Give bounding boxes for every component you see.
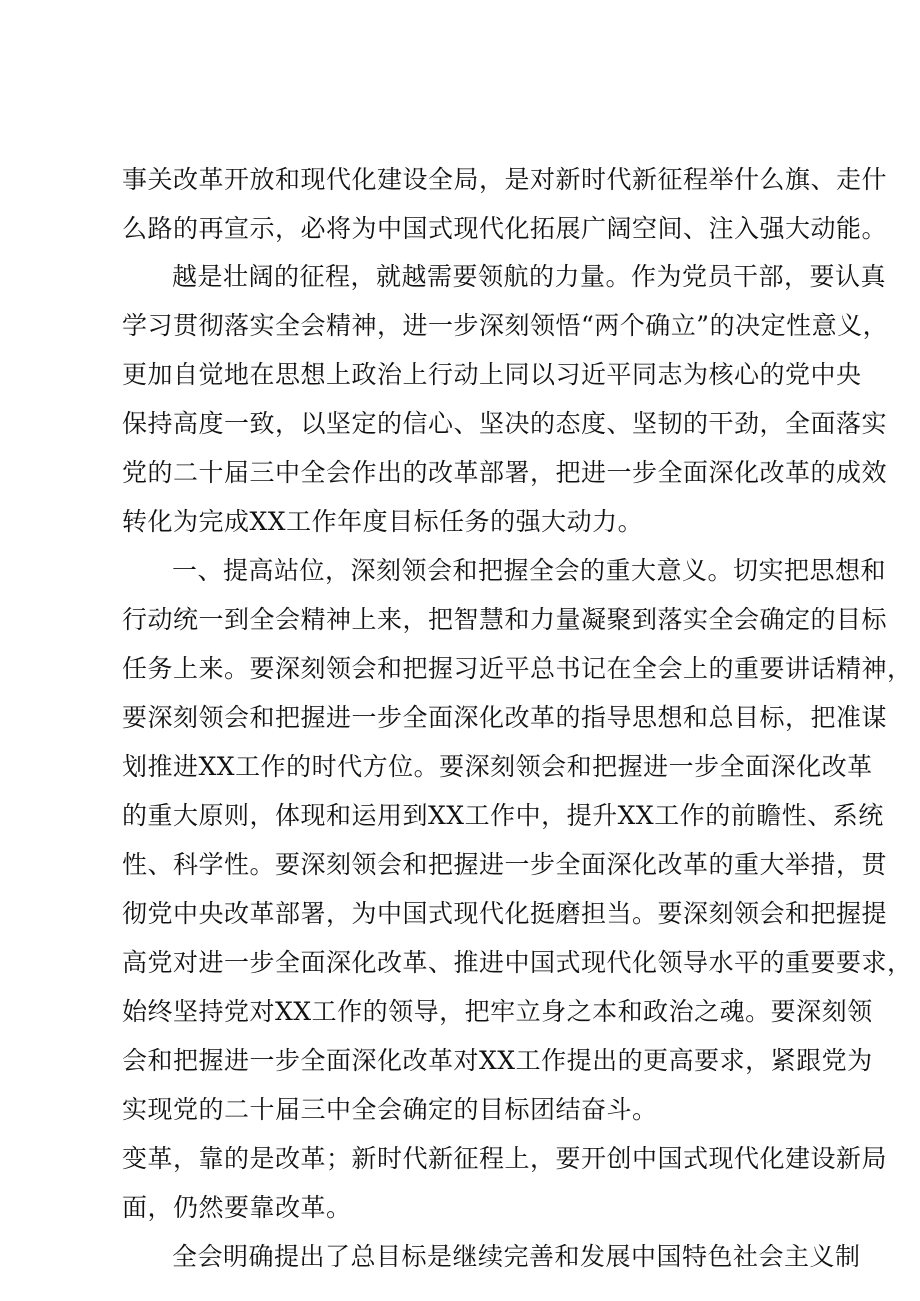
section-heading-line: 一、提高站位，深刻领会和把握全会的重大意义。切实把思想和 — [172, 556, 887, 585]
text-line: 行动统一到全会精神上来，把智慧和力量凝聚到落实全会确定的目标 — [122, 605, 888, 634]
text-line: 要深刻领会和把握进一步全面深化改革的指导思想和总目标，把准谋 — [122, 703, 888, 732]
text-line: 彻党中央改革部署，为中国式现代化挺磨担当。要深刻领会和把握提 — [122, 899, 888, 928]
text-line: 保持高度一致，以坚定的信心、坚决的态度、坚韧的干劲，全面落实 — [122, 409, 888, 438]
text-line: 变革，靠的是改革；新时代新征程上，要开创中国式现代化建设新局 — [122, 1144, 888, 1173]
text-line: 任务上来。要深刻领会和把握习近平总书记在全会上的重要讲话精神， — [122, 654, 913, 683]
text-line: 划推进XX工作的时代方位。要深刻领会和把握进一步全面深化改革 — [122, 752, 873, 781]
text-line: 性、科学性。要深刻领会和把握进一步全面深化改革的重大举措，贯 — [122, 850, 888, 879]
text-line: 学习贯彻落实全会精神，进一步深刻领悟“两个确立”的决定性意义， — [122, 311, 889, 340]
text-line: 的重大原则，体现和运用到XX工作中，提升XX工作的前瞻性、系统 — [122, 801, 884, 830]
text-line: 事关改革开放和现代化建设全局，是对新时代新征程举什么旗、走什 — [122, 165, 888, 194]
text-line: 党的二十届三中全会作出的改革部署，把进一步全面深化改革的成效 — [122, 458, 888, 487]
paragraph-start-line: 全会明确提出了总目标是继续完善和发展中国特色社会主义制 — [172, 1242, 861, 1271]
text-line: 么路的再宣示，必将为中国式现代化拓展广阔空间、注入强大动能。 — [122, 214, 888, 243]
text-line: 面，仍然要靠改革。 — [122, 1193, 352, 1222]
text-line: 始终坚持党对XX工作的领导，把牢立身之本和政治之魂。要深刻领 — [122, 997, 873, 1026]
paragraph-start-line: 越是壮阔的征程，就越需要领航的力量。作为党员干部，要认真 — [172, 262, 887, 291]
text-line: 转化为完成XX工作年度目标任务的强大动力。 — [122, 507, 644, 536]
text-line: 实现党的二十届三中全会确定的目标团结奋斗。 — [122, 1095, 658, 1124]
text-line: 高党对进一步全面深化改革、推进中国式现代化领导水平的重要要求， — [122, 948, 913, 977]
text-line: 会和把握进一步全面深化改革对XX工作提出的更高要求，紧跟党为 — [122, 1046, 873, 1075]
text-line: 更加自觉地在思想上政治上行动上同以习近平同志为核心的党中央 — [122, 360, 862, 389]
